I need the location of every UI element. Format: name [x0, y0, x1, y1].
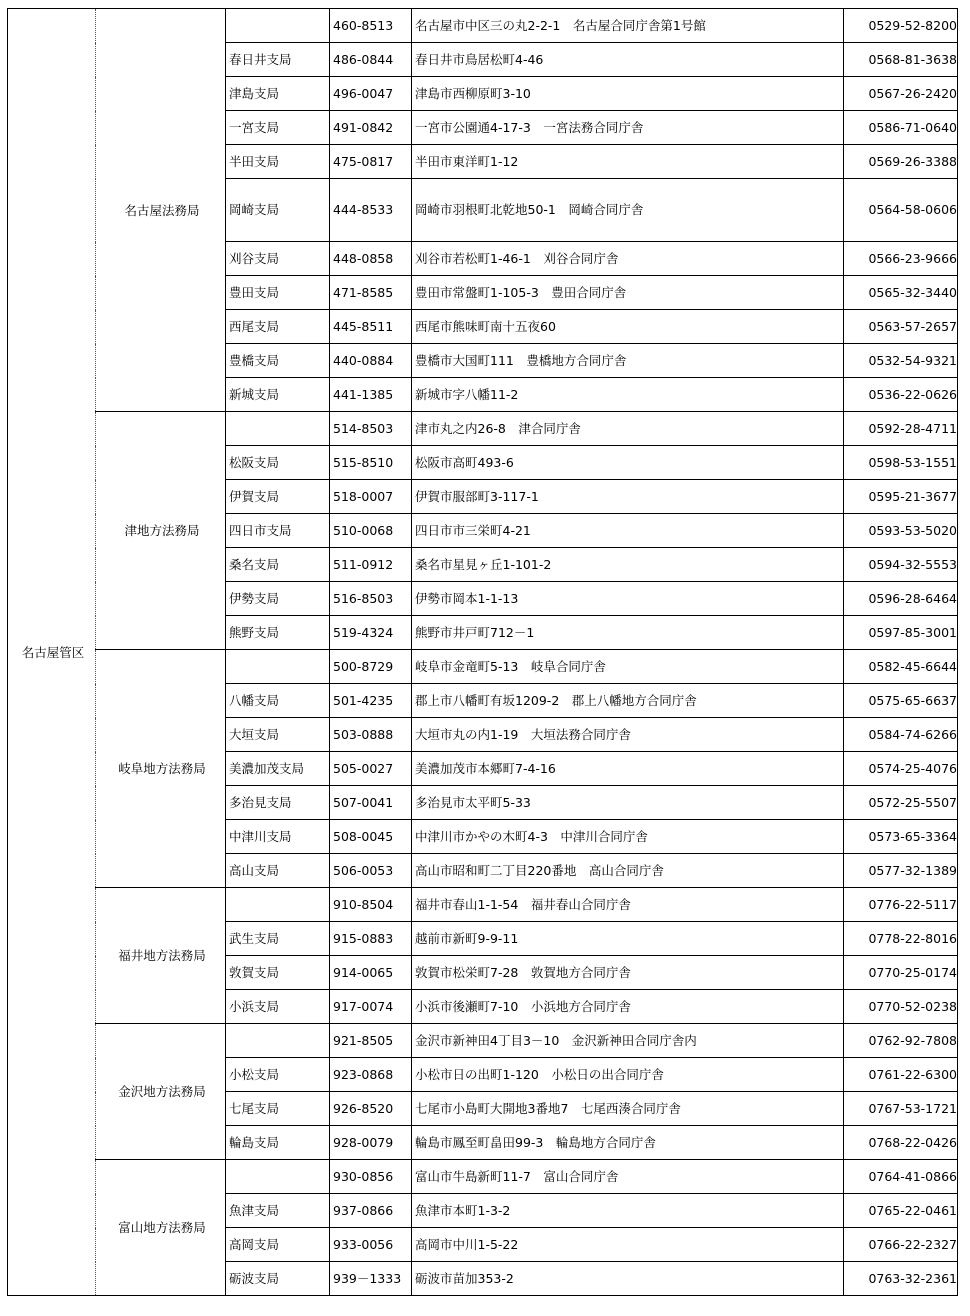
phone-cell: 0582-45-6644: [844, 650, 958, 684]
zip-code-cell: 441-1385: [330, 378, 412, 412]
address-cell: 小浜市後瀬町7-10 小浜地方合同庁舎: [412, 990, 844, 1024]
branch-cell: 半田支局: [226, 145, 330, 179]
branch-cell: 八幡支局: [226, 684, 330, 718]
zip-code-cell: 930-0856: [330, 1160, 412, 1194]
address-cell: 新城市字八幡11-2: [412, 378, 844, 412]
address-cell: 富山市牛島新町11-7 富山合同庁舎: [412, 1160, 844, 1194]
phone-cell: 0778-22-8016: [844, 922, 958, 956]
address-cell: 福井市春山1-1-54 福井春山合同庁舎: [412, 888, 844, 922]
zip-code-cell: 460-8513: [330, 9, 412, 43]
phone-cell: 0765-22-0461: [844, 1194, 958, 1228]
phone-cell: 0596-28-6464: [844, 582, 958, 616]
address-cell: 豊橋市大国町111 豊橋地方合同庁舎: [412, 344, 844, 378]
branch-cell: 美濃加茂支局: [226, 752, 330, 786]
address-cell: 高山市昭和町二丁目220番地 高山合同庁舎: [412, 854, 844, 888]
zip-code-cell: 510-0068: [330, 514, 412, 548]
address-cell: 多治見市太平町5-33: [412, 786, 844, 820]
branch-cell: 砺波支局: [226, 1262, 330, 1296]
address-cell: 岐阜市金竜町5-13 岐阜合同庁舎: [412, 650, 844, 684]
table-row: [8, 1160, 958, 1194]
branch-cell: [226, 650, 330, 684]
branch-cell: 小浜支局: [226, 990, 330, 1024]
phone-cell: 0584-74-6266: [844, 718, 958, 752]
branch-cell: 大垣支局: [226, 718, 330, 752]
branch-cell: [226, 888, 330, 922]
address-cell: 伊賀市服部町3-117-1: [412, 480, 844, 514]
phone-cell: 0586-71-0640: [844, 111, 958, 145]
branch-cell: 刈谷支局: [226, 242, 330, 276]
branch-cell: [226, 1024, 330, 1058]
address-cell: 一宮市公園通4-17-3 一宮法務合同庁舎: [412, 111, 844, 145]
address-cell: 小松市日の出町1-120 小松日の出合同庁舎: [412, 1058, 844, 1092]
phone-cell: 0592-28-4711: [844, 412, 958, 446]
address-cell: 中津川市かやの木町4-3 中津川合同庁舎: [412, 820, 844, 854]
phone-cell: 0594-32-5553: [844, 548, 958, 582]
phone-cell: 0767-53-1721: [844, 1092, 958, 1126]
zip-code-cell: 518-0007: [330, 480, 412, 514]
branch-cell: 一宮支局: [226, 111, 330, 145]
phone-cell: 0575-65-6637: [844, 684, 958, 718]
legal-bureau-directory-table: [7, 8, 958, 1296]
address-cell: 津市丸之内26-8 津合同庁舎: [412, 412, 844, 446]
zip-code-cell: 496-0047: [330, 77, 412, 111]
branch-cell: 七尾支局: [226, 1092, 330, 1126]
zip-code-cell: 505-0027: [330, 752, 412, 786]
branch-cell: [226, 9, 330, 43]
zip-code-cell: 937-0866: [330, 1194, 412, 1228]
zip-code-cell: 475-0817: [330, 145, 412, 179]
region-cell: 名古屋管区: [8, 9, 96, 1296]
zip-code-cell: 445-8511: [330, 310, 412, 344]
phone-cell: 0597-85-3001: [844, 616, 958, 650]
phone-cell: 0568-81-3638: [844, 43, 958, 77]
address-cell: 金沢市新神田4丁目3－10 金沢新神田合同庁舎内: [412, 1024, 844, 1058]
branch-cell: 桑名支局: [226, 548, 330, 582]
phone-cell: 0573-65-3364: [844, 820, 958, 854]
zip-code-cell: 506-0053: [330, 854, 412, 888]
phone-cell: 0770-52-0238: [844, 990, 958, 1024]
phone-cell: 0761-22-6300: [844, 1058, 958, 1092]
phone-cell: 0595-21-3677: [844, 480, 958, 514]
phone-cell: 0762-92-7808: [844, 1024, 958, 1058]
zip-code-cell: 486-0844: [330, 43, 412, 77]
table-row: [8, 650, 958, 684]
branch-cell: 小松支局: [226, 1058, 330, 1092]
phone-cell: 0566-23-9666: [844, 242, 958, 276]
branch-cell: 敦賀支局: [226, 956, 330, 990]
branch-cell: 津島支局: [226, 77, 330, 111]
zip-code-cell: 508-0045: [330, 820, 412, 854]
zip-code-cell: 514-8503: [330, 412, 412, 446]
address-cell: 岡崎市羽根町北乾地50-1 岡崎合同庁舎: [412, 179, 844, 242]
address-cell: 津島市西柳原町3-10: [412, 77, 844, 111]
zip-code-cell: 440-0884: [330, 344, 412, 378]
zip-code-cell: 507-0041: [330, 786, 412, 820]
address-cell: 七尾市小島町大開地3番地7 七尾西湊合同庁舎: [412, 1092, 844, 1126]
address-cell: 熊野市井戸町712－1: [412, 616, 844, 650]
phone-cell: 0574-25-4076: [844, 752, 958, 786]
address-cell: 四日市市三栄町4-21: [412, 514, 844, 548]
phone-cell: 0563-57-2657: [844, 310, 958, 344]
phone-cell: 0564-58-0606: [844, 179, 958, 242]
zip-code-cell: 515-8510: [330, 446, 412, 480]
phone-cell: 0567-26-2420: [844, 77, 958, 111]
zip-code-cell: 914-0065: [330, 956, 412, 990]
branch-cell: [226, 412, 330, 446]
zip-code-cell: 448-0858: [330, 242, 412, 276]
address-cell: 松阪市高町493-6: [412, 446, 844, 480]
branch-cell: 多治見支局: [226, 786, 330, 820]
zip-code-cell: 926-8520: [330, 1092, 412, 1126]
branch-cell: 豊田支局: [226, 276, 330, 310]
branch-cell: 春日井支局: [226, 43, 330, 77]
address-cell: 美濃加茂市本郷町7-4-16: [412, 752, 844, 786]
zip-code-cell: 910-8504: [330, 888, 412, 922]
branch-cell: 豊橋支局: [226, 344, 330, 378]
bureau-cell: 富山地方法務局: [96, 1160, 226, 1296]
branch-cell: 中津川支局: [226, 820, 330, 854]
zip-code-cell: 519-4324: [330, 616, 412, 650]
bureau-cell: 津地方法務局: [96, 412, 226, 650]
table-row: [8, 412, 958, 446]
phone-cell: 0565-32-3440: [844, 276, 958, 310]
address-cell: 西尾市熊味町南十五夜60: [412, 310, 844, 344]
branch-cell: 新城支局: [226, 378, 330, 412]
phone-cell: 0529-52-8200: [844, 9, 958, 43]
phone-cell: 0536-22-0626: [844, 378, 958, 412]
branch-cell: 熊野支局: [226, 616, 330, 650]
branch-cell: 松阪支局: [226, 446, 330, 480]
address-cell: 魚津市本町1-3-2: [412, 1194, 844, 1228]
branch-cell: 武生支局: [226, 922, 330, 956]
phone-cell: 0593-53-5020: [844, 514, 958, 548]
branch-cell: 高山支局: [226, 854, 330, 888]
zip-code-cell: 917-0074: [330, 990, 412, 1024]
address-cell: 敦賀市松栄町7-28 敦賀地方合同庁舎: [412, 956, 844, 990]
zip-code-cell: 939－1333: [330, 1262, 412, 1296]
branch-cell: 高岡支局: [226, 1228, 330, 1262]
zip-code-cell: 516-8503: [330, 582, 412, 616]
branch-cell: 西尾支局: [226, 310, 330, 344]
phone-cell: 0763-32-2361: [844, 1262, 958, 1296]
phone-cell: 0598-53-1551: [844, 446, 958, 480]
zip-code-cell: 471-8585: [330, 276, 412, 310]
address-cell: 桑名市星見ヶ丘1-101-2: [412, 548, 844, 582]
phone-cell: 0577-32-1389: [844, 854, 958, 888]
zip-code-cell: 444-8533: [330, 179, 412, 242]
branch-cell: 魚津支局: [226, 1194, 330, 1228]
phone-cell: 0764-41-0866: [844, 1160, 958, 1194]
phone-cell: 0766-22-2327: [844, 1228, 958, 1262]
bureau-cell: 名古屋法務局: [96, 9, 226, 412]
zip-code-cell: 915-0883: [330, 922, 412, 956]
bureau-cell: 金沢地方法務局: [96, 1024, 226, 1160]
zip-code-cell: 503-0888: [330, 718, 412, 752]
address-cell: 高岡市中川1-5-22: [412, 1228, 844, 1262]
table-row: [8, 888, 958, 922]
branch-cell: 四日市支局: [226, 514, 330, 548]
table-row: [8, 9, 958, 43]
address-cell: 伊勢市岡本1-1-13: [412, 582, 844, 616]
address-cell: 郡上市八幡町有坂1209-2 郡上八幡地方合同庁舎: [412, 684, 844, 718]
branch-cell: 伊賀支局: [226, 480, 330, 514]
address-cell: 越前市新町9-9-11: [412, 922, 844, 956]
bureau-cell: 福井地方法務局: [96, 888, 226, 1024]
branch-cell: 伊勢支局: [226, 582, 330, 616]
phone-cell: 0768-22-0426: [844, 1126, 958, 1160]
table-row: [8, 1024, 958, 1058]
branch-cell: 岡崎支局: [226, 179, 330, 242]
zip-code-cell: 500-8729: [330, 650, 412, 684]
zip-code-cell: 923-0868: [330, 1058, 412, 1092]
zip-code-cell: 501-4235: [330, 684, 412, 718]
zip-code-cell: 491-0842: [330, 111, 412, 145]
phone-cell: 0776-22-5117: [844, 888, 958, 922]
address-cell: 大垣市丸の内1-19 大垣法務合同庁舎: [412, 718, 844, 752]
phone-cell: 0532-54-9321: [844, 344, 958, 378]
address-cell: 名古屋市中区三の丸2-2-1 名古屋合同庁舎第1号館: [412, 9, 844, 43]
address-cell: 砺波市苗加353-2: [412, 1262, 844, 1296]
phone-cell: 0770-25-0174: [844, 956, 958, 990]
phone-cell: 0569-26-3388: [844, 145, 958, 179]
address-cell: 豊田市常盤町1-105-3 豊田合同庁舎: [412, 276, 844, 310]
address-cell: 半田市東洋町1-12: [412, 145, 844, 179]
zip-code-cell: 921-8505: [330, 1024, 412, 1058]
branch-cell: [226, 1160, 330, 1194]
address-cell: 刈谷市若松町1-46-1 刈谷合同庁舎: [412, 242, 844, 276]
zip-code-cell: 511-0912: [330, 548, 412, 582]
branch-cell: 輪島支局: [226, 1126, 330, 1160]
address-cell: 輪島市鳳至町畠田99-3 輪島地方合同庁舎: [412, 1126, 844, 1160]
zip-code-cell: 928-0079: [330, 1126, 412, 1160]
address-cell: 春日井市鳥居松町4-46: [412, 43, 844, 77]
bureau-cell: 岐阜地方法務局: [96, 650, 226, 888]
phone-cell: 0572-25-5507: [844, 786, 958, 820]
zip-code-cell: 933-0056: [330, 1228, 412, 1262]
